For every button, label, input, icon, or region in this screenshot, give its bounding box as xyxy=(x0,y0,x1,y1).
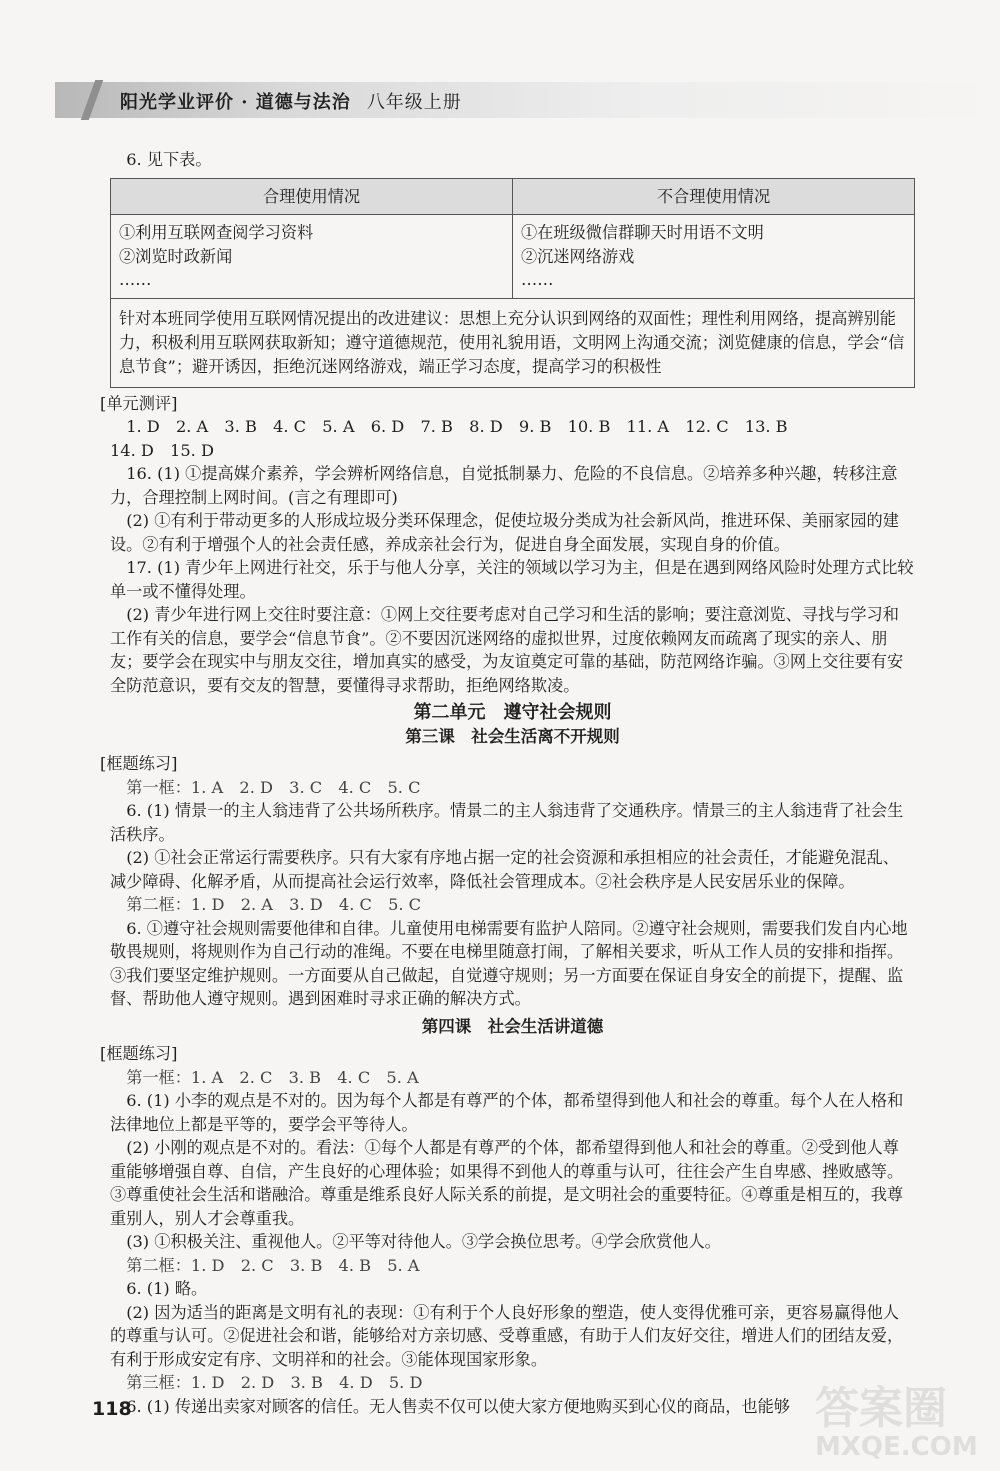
answer-content xyxy=(100,148,915,1418)
l4-frame1-q6-part1: 6. (1) 小李的观点是不对的。因为每个人都是有尊严的个体，都希望得到他人和社会的尊重。每个人在人格和法律地位上都是平等的，要学会平等待人。 xyxy=(110,1091,904,1134)
table-header-reasonable: 合理使用情况 xyxy=(111,178,513,215)
l4-frame3-q6-part1: 6. (1) 传递出卖家对顾客的信任。无人售卖不仅可以使大家方便地购买到心仪的商品，也能够 xyxy=(126,1396,790,1416)
watermark-logo: 答案圈 xyxy=(815,1383,947,1434)
table-cell-reasonable xyxy=(111,215,513,299)
l4-frame3-answers: 第三框：1. D 2. D 3. B 4. D 5. D xyxy=(126,1373,423,1392)
l3-frame1-q6-part2: (2) ①社会正常运行需要秩序。只有大家有序地占据一定的社会资源和承担相应的社会责任，才能避免混乱、减少障碍、化解矛盾，从而提高社会运行效率，降低社会管理成本。②社会秩序是人民安居乐业的保障。 xyxy=(110,848,899,891)
list-item: …… xyxy=(521,270,554,289)
l4-frame1-q6-part2: (2) 小刚的观点是不对的。看法：①每个人都是有尊严的个体，都希望得到他人和社会的尊重。②受到他人尊重能够增强自尊、自信，产生良好的心理体验；如果得不到他人的尊重与认可，往往会产生自卑感、挫败感等。③尊重使社会生活和谐融洽。尊重是维系良好人际关系的前提，是文明社会的重要特征。④尊重是相互的，我尊重别人，别人才会尊重我。 xyxy=(110,1138,904,1228)
unit-test-label: [单元测评] xyxy=(100,393,178,413)
table-suggestion: 针对本班同学使用互联网情况提出的改进建议：思想上充分认识到网络的双面性；理性利用网络，提高辨别能力，积极利用互联网获取新知；遵守道德规范，使用礼貌用语，文明网上沟通交流；浏览健康的信息，学会“信息节食”；避开诱因，拒绝沉迷网络游戏，端正学习态度，提高学习的积极性 xyxy=(111,298,915,387)
l4-frame2-answers: 第二框：1. D 2. C 3. B 4. B 5. A xyxy=(126,1255,420,1275)
book-title: 阳光学业评价 · 道德与法治 xyxy=(120,92,351,113)
l4-frame2-q6-part1: 6. (1) 略。 xyxy=(126,1279,208,1298)
list-item: ①在班级微信群聊天时用语不文明 xyxy=(521,223,764,242)
mc-answers-row2: 14. D 15. D xyxy=(110,440,214,460)
l4-frame1-q6-part3: (3) ①积极关注、重视他人。②平等对待他人。③学会换位思考。④学会欣赏他人。 xyxy=(126,1232,721,1251)
list-item: ①利用互联网查阅学习资料 xyxy=(119,223,314,242)
lesson4-title: 第四课 社会生活讲道德 xyxy=(421,1016,604,1036)
l4-frame1-answers: 第一框：1. A 2. C 3. B 4. C 5. A xyxy=(126,1067,419,1087)
grade-label: 八年级上册 xyxy=(366,92,462,113)
table-header-unreasonable: 不合理使用情况 xyxy=(513,178,915,215)
running-header xyxy=(120,88,462,114)
unit2-title: 第二单元 遵守社会规则 xyxy=(413,702,612,723)
l3-frame2-q6: 6. ①遵守社会规则需要他律和自律。儿童使用电梯需要有监护人陪同。②遵守社会规则，需要我们发自内心地敬畏规则，将规则作为自己行动的准绳。不要在电梯里随意打闹，了解相关要求，听从工作人员的安排和指挥。③我们要坚定维护规则。一方面要从自己做起，自觉遵守规则；另一方面要在保证自身安全的前提下，提醒、监督、帮助他人遵守规则。遇到困难时寻求正确的解决方式。 xyxy=(110,918,908,1008)
l4-frame2-q6-part2: (2) 因为适当的距离是文明有礼的表现：①有利于个人良好形象的塑造，使人变得优雅可亲，更容易赢得他人的尊重与认可。②促进社会和谐，能够给对方亲切感、受尊重感，有助于人们友好交往，增进人们的团结友爱，有利于形成安定有序、文明祥和的社会。③能体现国家形象。 xyxy=(110,1302,904,1369)
table-cell-unreasonable xyxy=(513,215,915,299)
q17-part2: (2) 青少年进行网上交往时要注意：①网上交往要考虑对自己学习和生活的影响；要注意浏览、寻找与学习和工作有关的信息，要学会“信息节食”。②不要因沉迷网络的虚拟世界，过度依赖网友而疏离了现实的亲人、朋友；要学会在现实中与朋友交往，增加真实的感受，为友谊奠定可靠的基础，防范网络诈骗。③网上交往要有安全防范意识，要有交友的智慧，要懂得寻求帮助，拒绝网络欺凌。 xyxy=(110,605,904,695)
q17-part1: 17. (1) 青少年上网进行社交，乐于与他人分享，关注的领域以学习为主，但是在遇到网络风险时处理方式比较单一或不懂得处理。 xyxy=(110,558,914,601)
internet-usage-table xyxy=(110,178,915,388)
list-item: …… xyxy=(119,270,152,289)
practice-label: [框题练习] xyxy=(100,754,178,773)
lesson3-title: 第三课 社会生活离不开规则 xyxy=(405,726,620,746)
mc-answers-row1: 1. D 2. A 3. B 4. C 5. A 6. D 7. B 8. D 9. B 10. B 11. A 12. C 13. B xyxy=(126,417,788,436)
list-item: ②浏览时政新闻 xyxy=(119,246,233,266)
q16-part1: 16. (1) ①提高媒介素养，学会辨析网络信息，自觉抵制暴力、危险的不良信息。②培养多种兴趣，转移注意力，合理控制上网时间。(言之有理即可) xyxy=(110,464,898,507)
q6-intro: 6. 见下表。 xyxy=(126,150,212,169)
watermark-url: MXQE.COM xyxy=(815,1432,978,1462)
practice-label: [框题练习] xyxy=(100,1044,178,1063)
l3-frame1-answers: 第一框：1. A 2. D 3. C 4. C 5. C xyxy=(126,777,421,797)
list-item: ②沉迷网络游戏 xyxy=(521,246,635,266)
q16-part2: (2) ①有利于带动更多的人形成垃圾分类环保理念，促使垃圾分类成为社会新风尚，推进环保、美丽家园的建设。②有利于增强个人的社会责任感，养成亲社会行为，促进自身全面发展，实现自身的价值。 xyxy=(110,511,899,554)
l3-frame1-q6-part1: 6. (1) 情景一的主人翁违背了公共场所秩序。情景二的主人翁违背了交通秩序。情景三的主人翁违背了社会生活秩序。 xyxy=(110,801,904,844)
l3-frame2-answers: 第二框：1. D 2. A 3. D 4. C 5. C xyxy=(126,895,422,914)
page-number: 118 xyxy=(92,1398,132,1420)
